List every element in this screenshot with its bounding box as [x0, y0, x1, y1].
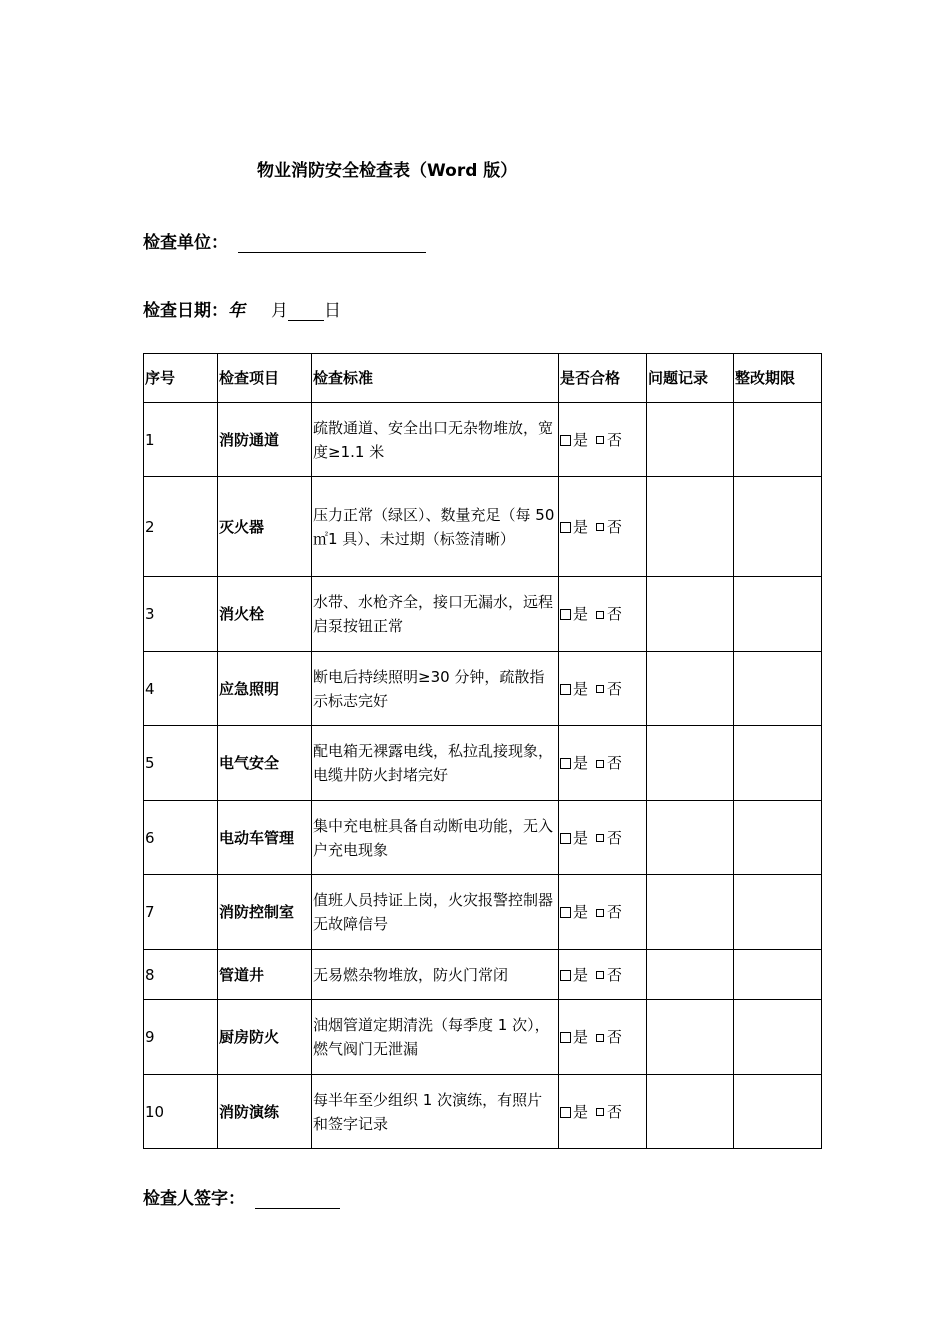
row-number: 10 — [144, 1075, 218, 1149]
row-standard: 油烟管道定期清洗（每季度 1 次），燃气阀门无泄漏 — [312, 1000, 559, 1075]
row-deadline[interactable] — [734, 477, 822, 577]
row-item: 消防演练 — [218, 1075, 312, 1149]
row-deadline[interactable] — [734, 1000, 822, 1075]
row-qualified — [559, 652, 647, 726]
row-item: 厨房防火 — [218, 1000, 312, 1075]
table-row — [144, 577, 822, 652]
inspection-unit-label: 检查单位： — [143, 233, 228, 253]
date-day-blank[interactable] — [288, 302, 324, 321]
inspector-signature-label: 检查人签字： — [143, 1189, 245, 1209]
yes-label: 是 — [573, 605, 589, 623]
row-issue-record[interactable] — [647, 726, 734, 801]
row-standard: 配电箱无裸露电线，私拉乱接现象，电缆井防火封堵完好 — [312, 726, 559, 801]
yes-label: 是 — [573, 903, 589, 921]
table-row — [144, 403, 822, 477]
row-item: 管道井 — [218, 950, 312, 1000]
yes-label: 是 — [573, 754, 589, 772]
row-number: 9 — [144, 1000, 218, 1075]
row-standard: 压力正常（绿区）、数量充足（每 50㎡1 具）、未过期（标签清晰） — [312, 477, 559, 577]
row-issue-record[interactable] — [647, 1000, 734, 1075]
no-checkbox[interactable] — [596, 685, 604, 693]
row-standard: 水带、水枪齐全，接口无漏水，远程启泵按钮正常 — [312, 577, 559, 652]
no-checkbox[interactable] — [596, 1108, 604, 1116]
inspection-table — [143, 353, 822, 1149]
header-qualified: 是否合格 — [559, 354, 647, 403]
yes-checkbox[interactable] — [560, 907, 571, 918]
row-standard: 集中充电桩具备自动断电功能，无入户充电现象 — [312, 801, 559, 875]
no-label: 否 — [607, 430, 623, 449]
table-row — [144, 1000, 822, 1075]
yes-checkbox[interactable] — [560, 833, 571, 844]
date-year-label: 年 — [228, 301, 245, 321]
row-deadline[interactable] — [734, 577, 822, 652]
row-deadline[interactable] — [734, 875, 822, 950]
table-row — [144, 477, 822, 577]
inspection-unit-blank[interactable] — [238, 234, 426, 253]
yes-checkbox[interactable] — [560, 609, 571, 620]
row-issue-record[interactable] — [647, 577, 734, 652]
yes-label: 是 — [573, 679, 589, 698]
row-number: 4 — [144, 652, 218, 726]
row-qualified — [559, 577, 647, 652]
no-label: 否 — [607, 754, 623, 772]
no-checkbox[interactable] — [596, 760, 604, 768]
table-row — [144, 1075, 822, 1149]
row-qualified — [559, 1000, 647, 1075]
yes-label: 是 — [573, 430, 589, 449]
row-item: 消火栓 — [218, 577, 312, 652]
no-checkbox[interactable] — [596, 436, 604, 444]
no-label: 否 — [607, 517, 623, 536]
no-checkbox[interactable] — [596, 909, 604, 917]
no-label: 否 — [607, 1028, 623, 1046]
row-deadline[interactable] — [734, 652, 822, 726]
row-number: 5 — [144, 726, 218, 801]
yes-label: 是 — [573, 1028, 589, 1046]
header-standard: 检查标准 — [312, 354, 559, 403]
table-header-row — [144, 354, 822, 403]
row-item: 灭火器 — [218, 477, 312, 577]
yes-checkbox[interactable] — [560, 435, 571, 446]
row-number: 8 — [144, 950, 218, 1000]
row-qualified — [559, 726, 647, 801]
yes-checkbox[interactable] — [560, 758, 571, 769]
table-row — [144, 801, 822, 875]
row-number: 1 — [144, 403, 218, 477]
row-qualified — [559, 477, 647, 577]
row-standard: 每半年至少组织 1 次演练，有照片和签字记录 — [312, 1075, 559, 1149]
document-title: 物业消防安全检查表（Word 版） — [257, 161, 518, 181]
yes-label: 是 — [573, 517, 589, 536]
row-standard: 断电后持续照明≥30 分钟，疏散指示标志完好 — [312, 652, 559, 726]
row-issue-record[interactable] — [647, 403, 734, 477]
row-item: 电动车管理 — [218, 801, 312, 875]
row-item: 电气安全 — [218, 726, 312, 801]
row-qualified — [559, 1075, 647, 1149]
row-qualified — [559, 875, 647, 950]
header-deadline: 整改期限 — [734, 354, 822, 403]
yes-checkbox[interactable] — [560, 1032, 571, 1043]
inspector-signature-field — [143, 1184, 340, 1209]
no-checkbox[interactable] — [596, 971, 604, 979]
yes-label: 是 — [573, 828, 589, 847]
inspector-signature-blank[interactable] — [255, 1190, 340, 1209]
row-standard: 疏散通道、安全出口无杂物堆放，宽度≥1.1 米 — [312, 403, 559, 477]
row-issue-record[interactable] — [647, 477, 734, 577]
row-number: 3 — [144, 577, 218, 652]
row-issue-record[interactable] — [647, 875, 734, 950]
date-month-label: 月 — [271, 301, 288, 321]
row-deadline[interactable] — [734, 950, 822, 1000]
row-deadline[interactable] — [734, 1075, 822, 1149]
no-label: 否 — [607, 965, 623, 984]
no-checkbox[interactable] — [596, 834, 604, 842]
row-standard: 值班人员持证上岗，火灾报警控制器无故障信号 — [312, 875, 559, 950]
yes-checkbox[interactable] — [560, 522, 571, 533]
row-issue-record[interactable] — [647, 652, 734, 726]
inspection-date-label: 检查日期： — [143, 301, 228, 321]
no-label: 否 — [607, 679, 623, 698]
table-row — [144, 652, 822, 726]
no-checkbox[interactable] — [596, 611, 604, 619]
yes-checkbox[interactable] — [560, 970, 571, 981]
row-item: 消防通道 — [218, 403, 312, 477]
inspection-date-field — [143, 296, 341, 321]
row-issue-record[interactable] — [647, 1075, 734, 1149]
no-checkbox[interactable] — [596, 523, 604, 531]
row-qualified — [559, 403, 647, 477]
yes-checkbox[interactable] — [560, 684, 571, 695]
header-issue-record: 问题记录 — [647, 354, 734, 403]
row-number: 6 — [144, 801, 218, 875]
yes-checkbox[interactable] — [560, 1107, 571, 1118]
table-row — [144, 950, 822, 1000]
row-number: 2 — [144, 477, 218, 577]
no-label: 否 — [607, 1102, 623, 1121]
row-deadline[interactable] — [734, 726, 822, 801]
no-label: 否 — [607, 903, 623, 921]
no-checkbox[interactable] — [596, 1034, 604, 1042]
row-deadline[interactable] — [734, 801, 822, 875]
no-label: 否 — [607, 828, 623, 847]
inspection-unit-field — [143, 228, 426, 253]
yes-label: 是 — [573, 1102, 589, 1121]
yes-label: 是 — [573, 965, 589, 984]
date-day-label: 日 — [324, 301, 341, 321]
row-item: 应急照明 — [218, 652, 312, 726]
table-row — [144, 875, 822, 950]
row-qualified — [559, 801, 647, 875]
row-standard: 无易燃杂物堆放，防火门常闭 — [312, 950, 559, 1000]
no-label: 否 — [607, 605, 623, 623]
table-row — [144, 726, 822, 801]
row-number: 7 — [144, 875, 218, 950]
row-qualified — [559, 950, 647, 1000]
row-item: 消防控制室 — [218, 875, 312, 950]
row-issue-record[interactable] — [647, 801, 734, 875]
header-no: 序号 — [144, 354, 218, 403]
header-item: 检查项目 — [218, 354, 312, 403]
row-deadline[interactable] — [734, 403, 822, 477]
row-issue-record[interactable] — [647, 950, 734, 1000]
